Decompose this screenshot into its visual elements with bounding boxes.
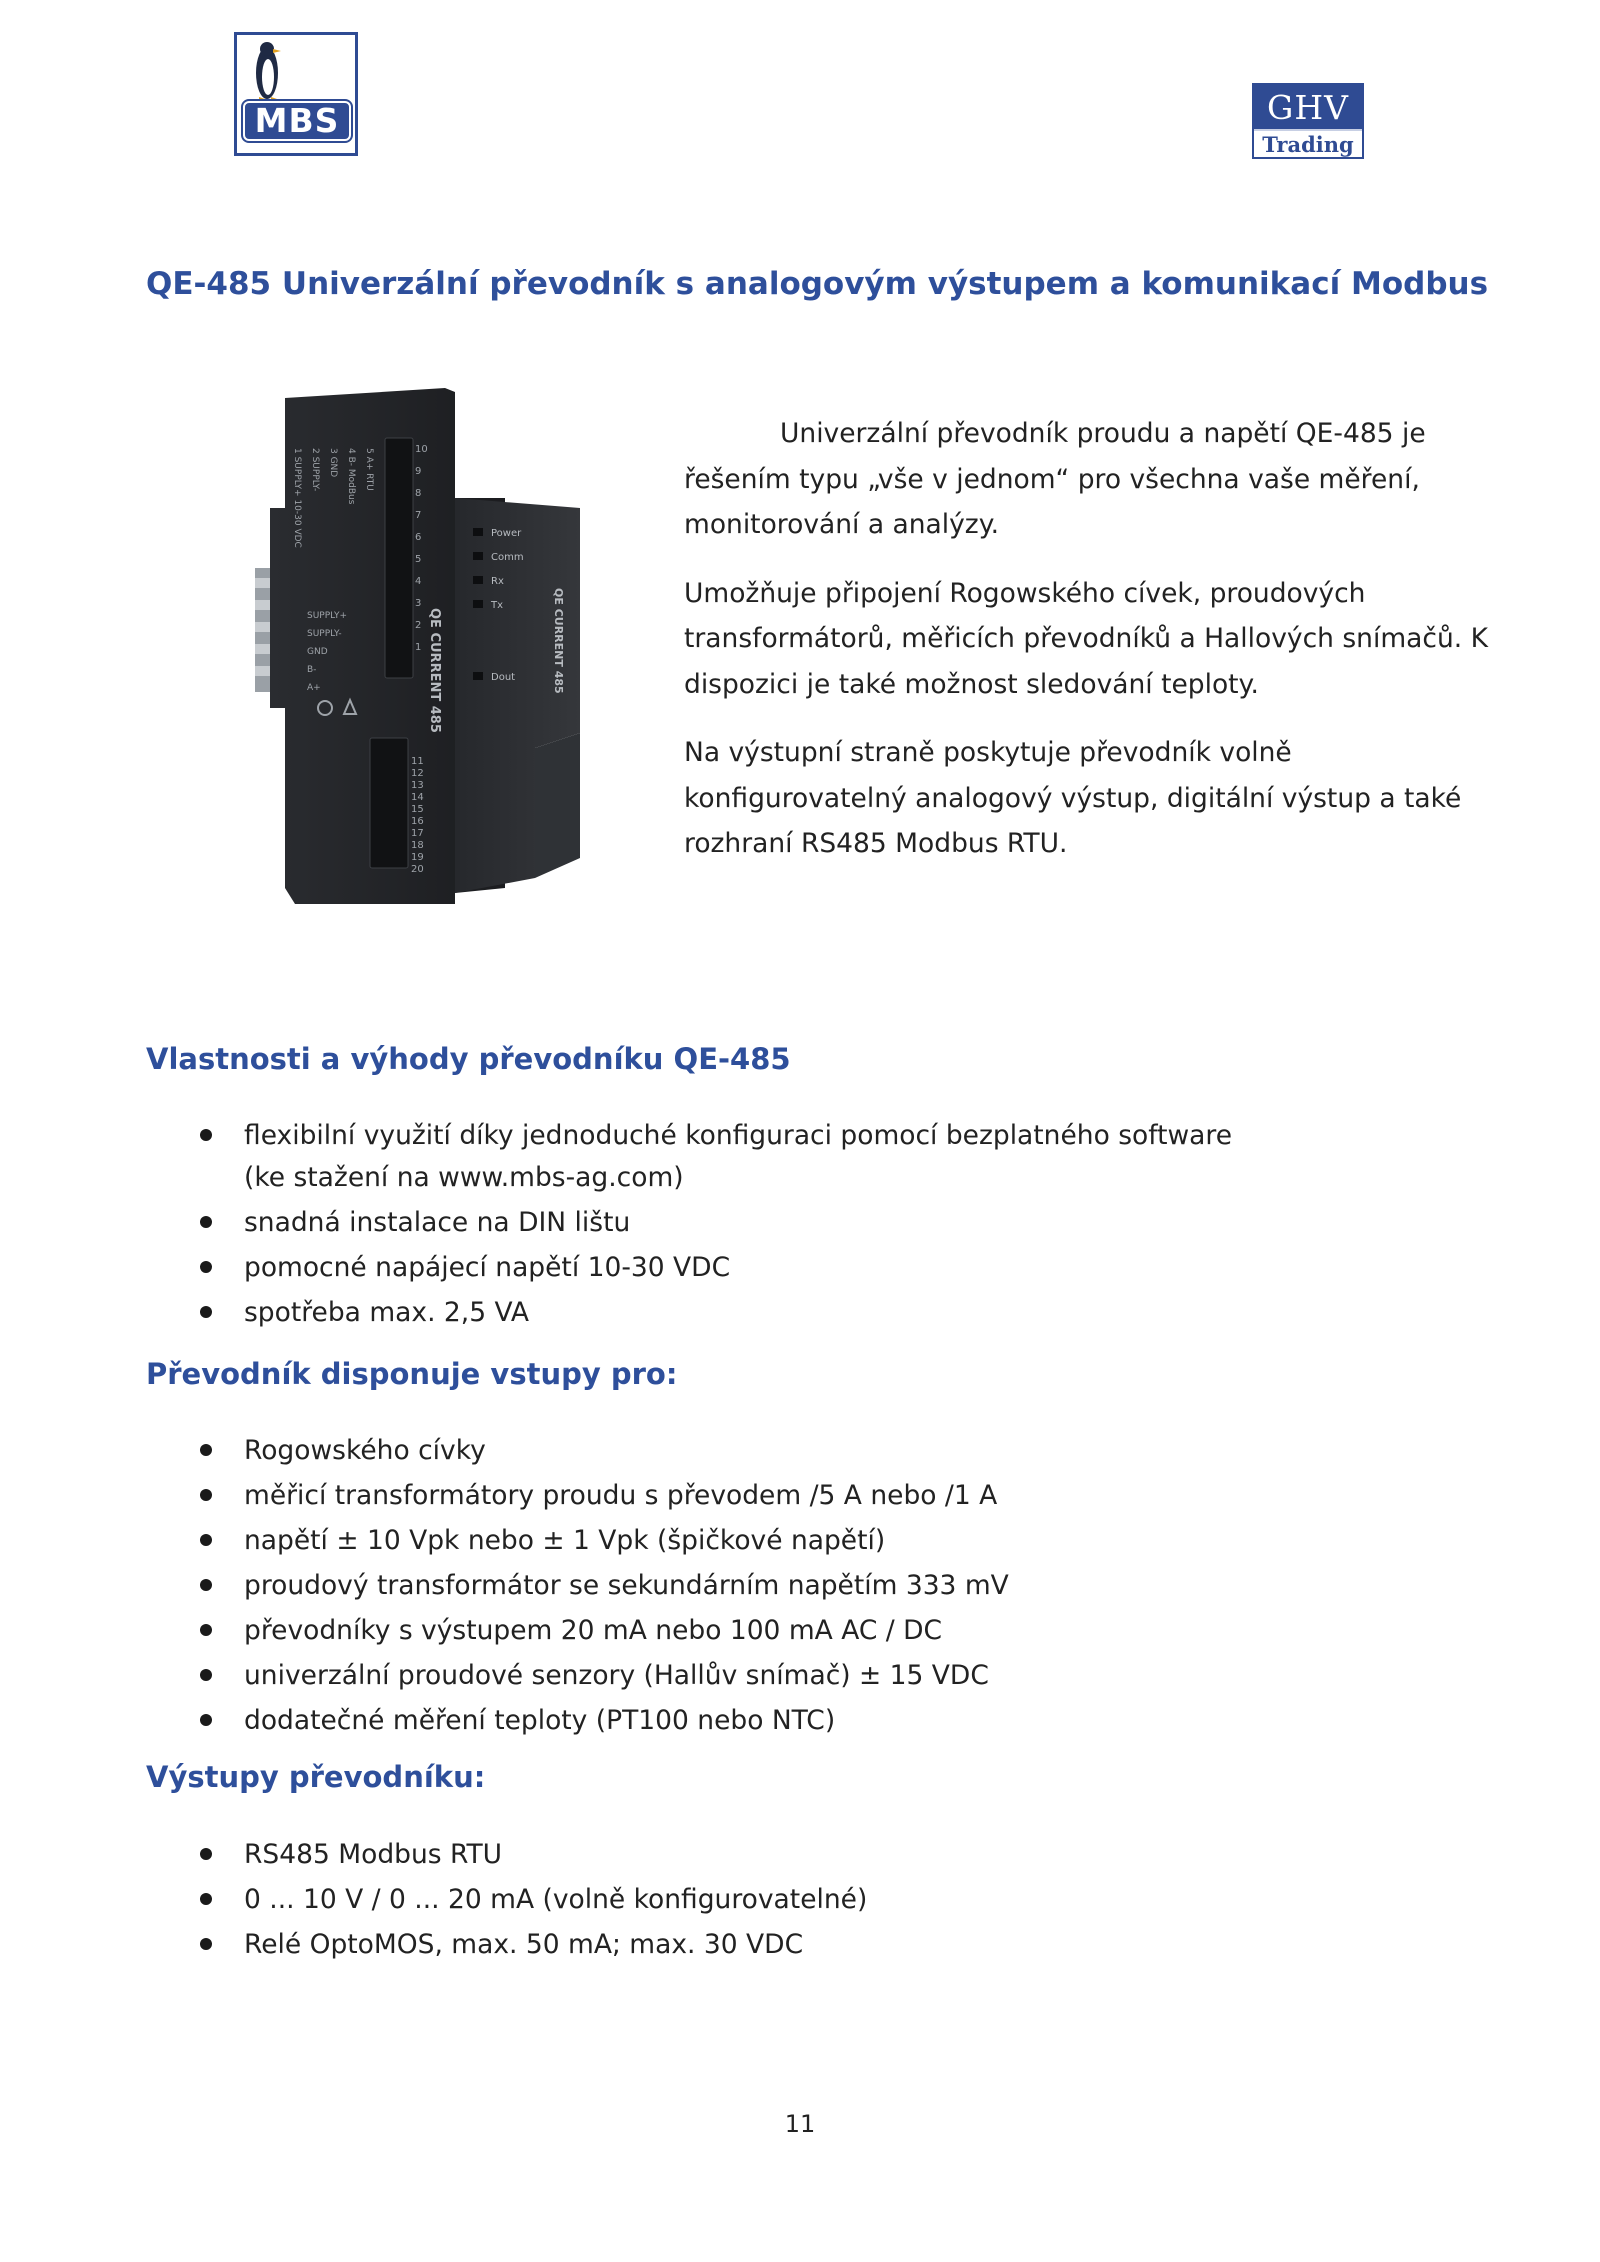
bullet-icon <box>200 1129 212 1141</box>
svg-text:4: 4 <box>415 576 422 587</box>
svg-text:11: 11 <box>411 756 424 767</box>
list-item: převodníky s výstupem 20 mA nebo 100 mA AC / DC <box>146 1608 1386 1653</box>
svg-text:1: 1 <box>415 642 422 653</box>
device-label-main: QE CURRENT 485 <box>427 608 442 733</box>
bullet-icon <box>200 1306 212 1318</box>
bullet-icon <box>200 1624 212 1636</box>
section-heading-inputs: Převodník disponuje vstupy pro: <box>146 1357 678 1391</box>
svg-text:3: 3 <box>415 598 422 609</box>
bullet-icon <box>200 1579 212 1591</box>
trading-logo-text: Trading <box>1254 129 1362 159</box>
features-list <box>146 1113 1386 1335</box>
svg-text:20: 20 <box>411 864 424 875</box>
list-item: proudový transformátor se sekundárním napětím 333 mV <box>146 1563 1386 1608</box>
list-item: pomocné napájecí napětí 10-30 VDC <box>146 1245 1386 1290</box>
bullet-icon <box>200 1261 212 1273</box>
svg-text:10: 10 <box>415 444 428 455</box>
svg-text:6: 6 <box>415 532 422 543</box>
bullet-icon <box>200 1444 212 1456</box>
mbs-logo-text: MBS <box>243 101 351 141</box>
list-item: 0 ... 10 V / 0 ... 20 mA (volně konfigurovatelné) <box>146 1877 1386 1922</box>
page-title: QE-485 Univerzální převodník s analogovým výstupem a komunikací Modbus <box>146 266 1489 302</box>
svg-text:18: 18 <box>411 840 424 851</box>
list-item: měřicí transformátory proudu s převodem /5 A nebo /1 A <box>146 1473 1386 1518</box>
svg-text:9: 9 <box>415 466 422 477</box>
bullet-icon <box>200 1714 212 1726</box>
svg-text:19: 19 <box>411 852 424 863</box>
list-item: RS485 Modbus RTU <box>146 1832 1386 1877</box>
intro-text <box>684 411 1514 890</box>
svg-text:1 SUPPLY+ 10-30 VDC: 1 SUPPLY+ 10-30 VDC <box>292 448 302 548</box>
svg-text:5 A+ RTU: 5 A+ RTU <box>364 448 374 491</box>
svg-text:3 GND: 3 GND <box>328 448 338 478</box>
list-item: univerzální proudové senzory (Hallův snímač) ± 15 VDC <box>146 1653 1386 1698</box>
bullet-icon <box>200 1848 212 1860</box>
section-heading-outputs: Výstupy převodníku: <box>146 1760 486 1794</box>
svg-text:A+: A+ <box>307 683 321 693</box>
svg-text:B-: B- <box>307 665 317 675</box>
list-item: spotřeba max. 2,5 VA <box>146 1290 1386 1335</box>
intro-paragraph: Na výstupní straně poskytuje převodník volně konfigurovatelný analogový výstup, digitální výstup a také rozhraní RS485 Modbus RTU. <box>684 737 1462 859</box>
inputs-list <box>146 1428 1386 1743</box>
bullet-icon <box>200 1534 212 1546</box>
list-item: flexibilní využití díky jednoduché konfiguraci pomocí bezplatného software <box>146 1113 1386 1158</box>
svg-text:5: 5 <box>415 554 422 565</box>
list-item: napětí ± 10 Vpk nebo ± 1 Vpk (špičkové napětí) <box>146 1518 1386 1563</box>
svg-text:Rx: Rx <box>491 576 504 587</box>
bullet-icon <box>200 1669 212 1681</box>
bullet-icon <box>200 1893 212 1905</box>
bullet-icon <box>200 1216 212 1228</box>
svg-text:GND: GND <box>307 647 328 657</box>
svg-text:Power: Power <box>491 528 522 539</box>
list-item: Rogowského cívky <box>146 1428 1386 1473</box>
list-item-continuation: (ke stažení na www.mbs-ag.com) <box>244 1162 684 1193</box>
section-heading-features: Vlastnosti a výhody převodníku QE-485 <box>146 1042 791 1076</box>
svg-text:12: 12 <box>411 768 424 779</box>
svg-text:Dout: Dout <box>491 672 516 683</box>
svg-text:13: 13 <box>411 780 424 791</box>
svg-text:14: 14 <box>411 792 424 803</box>
ghv-trading-logo <box>1252 83 1364 159</box>
svg-text:SUPPLY-: SUPPLY- <box>307 629 342 639</box>
outputs-list <box>146 1832 1386 1967</box>
mbs-logo <box>234 32 358 156</box>
list-item: snadná instalace na DIN lištu <box>146 1200 1386 1245</box>
svg-text:16: 16 <box>411 816 424 827</box>
svg-text:8: 8 <box>415 488 422 499</box>
svg-text:4 B- ModBus: 4 B- ModBus <box>346 448 356 505</box>
svg-text:7: 7 <box>415 510 422 521</box>
svg-text:15: 15 <box>411 804 424 815</box>
list-item: dodatečné měření teploty (PT100 nebo NTC) <box>146 1698 1386 1743</box>
svg-text:Comm: Comm <box>491 552 524 563</box>
qe-485-device-image <box>255 388 585 904</box>
page-number: 11 <box>784 2110 816 2138</box>
intro-paragraph: Univerzální převodník proudu a napětí QE-485 je řešením typu „vše v jednom“ pro všechna vaše měření, monitorování a analýzy. <box>684 418 1426 540</box>
intro-paragraph: Umožňuje připojení Rogowského cívek, proudových transformátorů, měřicích převodníků a Hallových snímačů. K dispozici je také možnost sledování teploty. <box>684 577 1488 700</box>
ghv-logo-text: GHV <box>1254 85 1362 129</box>
bullet-icon <box>200 1489 212 1501</box>
svg-text:2 SUPPLY-: 2 SUPPLY- <box>310 448 320 492</box>
svg-text:2: 2 <box>415 620 422 631</box>
svg-text:SUPPLY+: SUPPLY+ <box>307 611 348 621</box>
list-item: Relé OptoMOS, max. 50 mA; max. 30 VDC <box>146 1922 1386 1967</box>
svg-text:Tx: Tx <box>491 600 504 611</box>
bullet-icon <box>200 1938 212 1950</box>
device-label-side: QE CURRENT 485 <box>552 588 565 694</box>
penguin-icon <box>237 35 355 105</box>
svg-text:17: 17 <box>411 828 424 839</box>
